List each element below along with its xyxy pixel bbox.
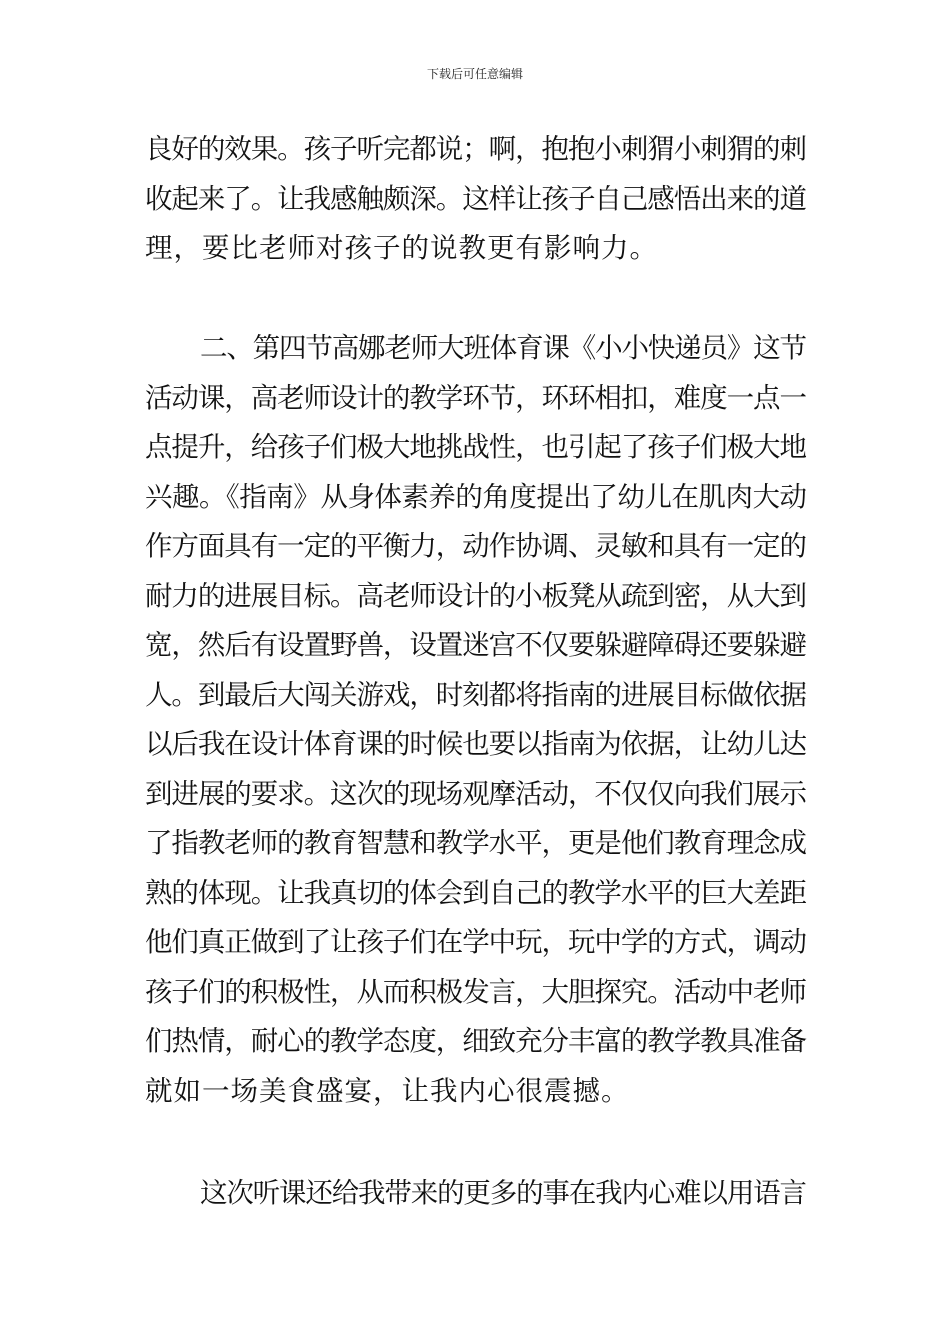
text-line: 他们真正做到了让孩子们在学中玩，玩中学的方式，调动	[145, 926, 806, 958]
paragraph-2	[145, 324, 807, 1116]
text-line: 孩子们的积极性，从而积极发言，大胆探究。活动中老师	[145, 975, 806, 1008]
text-line: 理，要比老师对孩子的说教更有影响力。	[145, 232, 658, 264]
text-line: 作方面具有一定的平衡力，动作协调、灵敏和具有一定的	[145, 530, 806, 562]
text-line: 良好的效果。孩子听完都说；啊，抱抱小刺猬小刺猬的刺	[145, 133, 806, 165]
text-line: 耐力的进展目标。高老师设计的小板凳从疏到密，从大到	[145, 579, 806, 612]
paragraph-1	[145, 125, 807, 274]
text-line: 这次听课还给我带来的更多的事在我内心难以用语言	[200, 1177, 806, 1209]
page-header: 下载后可任意编辑	[426, 67, 523, 81]
text-line: 以后我在设计体育课的时候也要以指南为依据，让幼儿达	[145, 728, 806, 760]
text-line: 宽，然后有设置野兽，设置迷宫不仅要躲避障碍还要躲避	[145, 629, 806, 661]
text-line: 兴趣。《指南》从身体素养的角度提出了幼儿在肌肉大动	[145, 480, 807, 513]
paragraph-3	[145, 1169, 807, 1219]
text-line: 人。到最后大闯关游戏，时刻都将指南的进展目标做依据	[145, 678, 806, 711]
text-line: 熟的体现。让我真切的体会到自己的教学水平的巨大差距	[145, 876, 806, 909]
text-line: 们热情，耐心的教学态度，细致充分丰富的教学教具准备	[145, 1025, 806, 1057]
text-line: 了指教老师的教育智慧和教学水平，更是他们教育理念成	[145, 827, 806, 859]
text-line: 到进展的要求。这次的现场观摩活动，不仅仅向我们展示	[145, 777, 806, 810]
text-line: 活动课，高老师设计的教学环节，环环相扣，难度一点一	[145, 381, 806, 414]
text-line: 点提升，给孩子们极大地挑战性，也引起了孩子们极大地	[145, 431, 806, 463]
text-line: 二、第四节高娜老师大班体育课《小小快递员》这节	[200, 332, 806, 364]
text-line: 就如一场美食盛宴，让我内心很震撼。	[145, 1074, 630, 1107]
text-line: 收起来了。让我感触颇深。这样让孩子自己感悟出来的道	[145, 182, 806, 215]
